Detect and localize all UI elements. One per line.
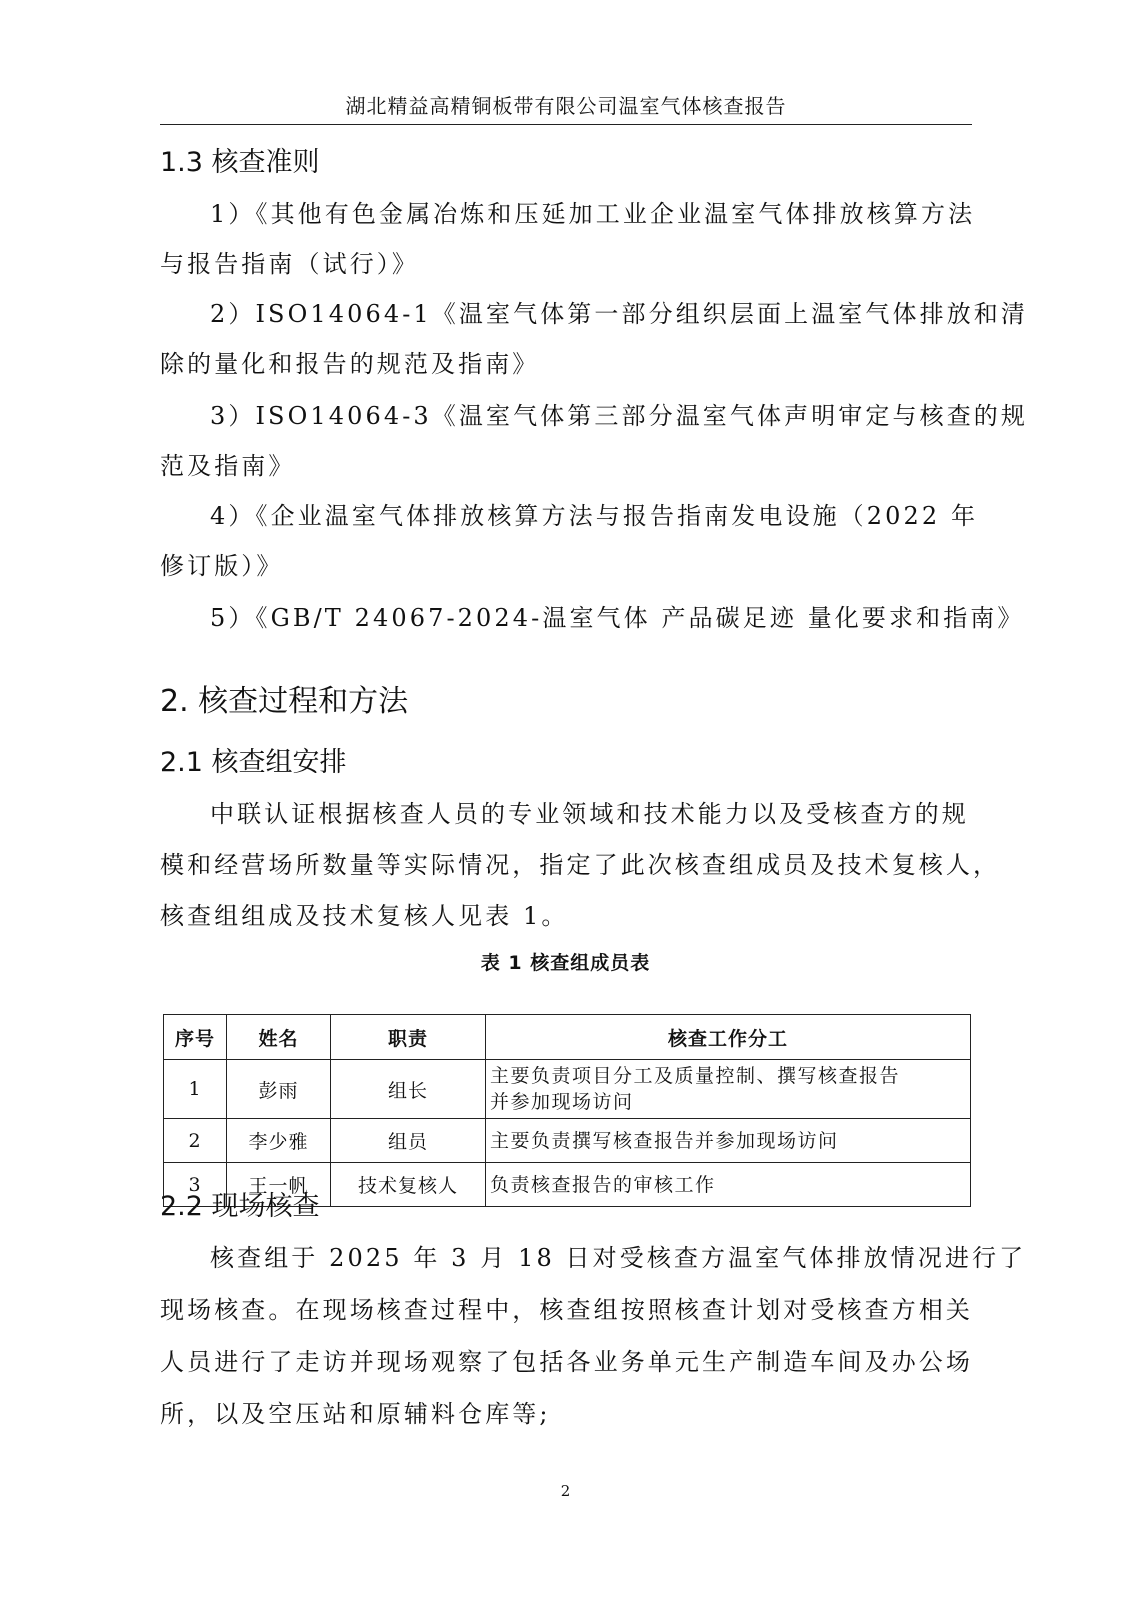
running-header: 湖北精益高精铜板带有限公司温室气体核查报告 — [345, 94, 787, 118]
cell-duty — [486, 1119, 971, 1163]
header-name: 姓名 — [227, 1015, 331, 1060]
cell-duty-line: 并参加现场访问 — [490, 1091, 634, 1113]
header-no: 序号 — [164, 1015, 227, 1060]
page-number: 2 — [560, 1482, 571, 1500]
cell-role: 组长 — [331, 1060, 486, 1119]
paragraph-2-1-line-2: 模和经营场所数量等实际情况，指定了此次核查组成员及技术复核人， — [160, 851, 1001, 879]
criteria-item-3-line-2: 范及指南》 — [160, 452, 296, 480]
criteria-item-4-line-1: 4）《企业温室气体排放核算方法与报告指南发电设施（2022 年 — [210, 502, 979, 530]
section-heading-1-3: 1.3 核查准则 — [160, 147, 320, 178]
table-row — [164, 1060, 971, 1119]
cell-no: 1 — [164, 1060, 227, 1119]
criteria-item-5: 5）《GB/T 24067-2024-温室气体 产品碳足迹 量化要求和指南》 — [210, 604, 1025, 632]
table-caption: 表 1 核查组成员表 — [480, 952, 651, 974]
paragraph-2-2-line-3: 人员进行了走访并现场观察了包括各业务单元生产制造车间及办公场 — [160, 1348, 973, 1376]
cell-duty-line: 主要负责撰写核查报告并参加现场访问 — [490, 1129, 839, 1152]
cell-no: 3 — [164, 1163, 227, 1207]
cell-duty-line: 负责核查报告的审核工作 — [490, 1173, 716, 1196]
cell-role: 技术复核人 — [331, 1163, 486, 1207]
section-heading-2-2: 2.2 现场核查 — [160, 1191, 320, 1222]
cell-name: 王一帆 — [227, 1163, 331, 1207]
cell-no: 2 — [164, 1119, 227, 1163]
header-duty: 核查工作分工 — [486, 1015, 971, 1060]
section-heading-2: 2. 核查过程和方法 — [160, 684, 409, 719]
criteria-item-1-line-1: 1）《其他有色金属冶炼和压延加工业企业温室气体排放核算方法 — [210, 200, 976, 228]
header-rule — [160, 124, 972, 125]
criteria-item-2-line-1: 2）ISO14064-1《温室气体第一部分组织层面上温室气体排放和清 — [210, 300, 1028, 328]
table-row — [164, 1119, 971, 1163]
team-members-table — [163, 1014, 971, 1207]
criteria-item-3-line-1: 3）ISO14064-3《温室气体第三部分温室气体声明审定与核查的规 — [210, 402, 1028, 430]
cell-duty — [486, 1060, 971, 1119]
section-heading-2-1: 2.1 核查组安排 — [160, 747, 347, 778]
paragraph-2-1-line-3: 核查组组成及技术复核人见表 1。 — [160, 902, 569, 930]
cell-name: 李少雅 — [227, 1119, 331, 1163]
paragraph-2-2-line-4: 所，以及空压站和原辅料仓库等; — [160, 1400, 551, 1428]
cell-role: 组员 — [331, 1119, 486, 1163]
cell-duty — [486, 1163, 971, 1207]
paragraph-2-1-line-1: 中联认证根据核查人员的专业领域和技术能力以及受核查方的规 — [210, 800, 969, 828]
paragraph-2-2-line-2: 现场核查。在现场核查过程中，核查组按照核查计划对受核查方相关 — [160, 1296, 973, 1324]
paragraph-2-2-line-1: 核查组于 2025 年 3 月 18 日对受核查方温室气体排放情况进行了 — [210, 1244, 1027, 1272]
criteria-item-4-line-2: 修订版）》 — [160, 552, 284, 580]
criteria-item-1-line-2: 与报告指南（试行）》 — [160, 250, 419, 278]
table-header-row — [164, 1015, 971, 1060]
cell-duty-line: 主要负责项目分工及质量控制、撰写核查报告 — [490, 1065, 901, 1087]
header-role: 职责 — [331, 1015, 486, 1060]
cell-name: 彭雨 — [227, 1060, 331, 1119]
criteria-item-2-line-2: 除的量化和报告的规范及指南》 — [160, 350, 540, 378]
